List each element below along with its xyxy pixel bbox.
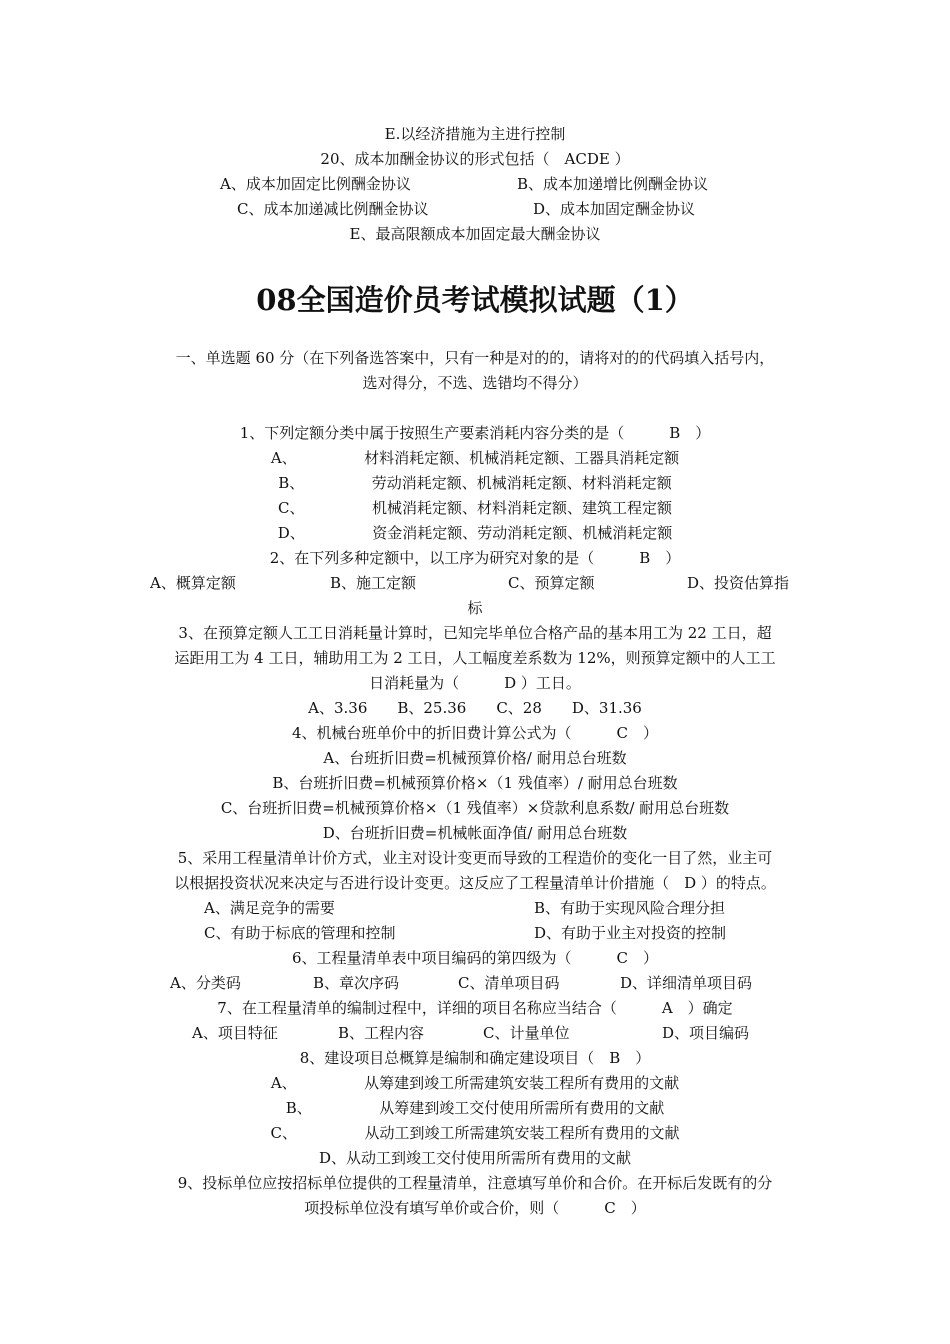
q4-stem: 4、机械台班单价中的折旧费计算公式为（ C ） [291,724,659,742]
q20-options-cd [120,197,830,222]
q6-options [120,971,830,996]
q5-options-cd [120,921,830,946]
q2-option-c: C、预算定额 [508,574,595,592]
q5-option-c: C、有助于标底的管理和控制 [204,924,396,942]
q20-option-e: E、最高限额成本加固定最大酬金协议 [349,225,601,243]
q1-stem: 1、下列定额分类中属于按照生产要素消耗内容分类的是（ B ） [239,424,711,442]
q20-option-a: A、成本加固定比例酬金协议 [220,175,411,193]
q7-stem: 7、在工程量清单的编制过程中，详细的项目名称应当结合（ A ）确定 [217,999,733,1017]
q3-options: A、3.36 B、25.36 C、28 D、31.36 [308,699,642,717]
q1-option-c: C、 机械消耗定额、材料消耗定额、建筑工程定额 [278,499,672,517]
q20-option-d: D、成本加固定酬金协议 [533,200,696,218]
q2-option-d-wrap: 标 [467,599,483,617]
q9-stem-line-1: 9、投标单位应按招标单位提供的工程量清单，注意填写单价和合价。在开标后发既有的分 [177,1174,773,1192]
q20-option-c: C、成本加递减比例酬金协议 [237,200,429,218]
q3-stem-line-2: 运距用工为 4 工日，辅助用工为 2 工日，人工幅度差系数为 12%，则预算定额中的人工工 [174,649,776,667]
q5-stem-line-1: 5、采用工程量清单计价方式，业主对设计变更而导致的工程造价的变化一目了然，业主可 [177,849,773,867]
q2-options [120,571,830,596]
q6-option-b: B、章次序码 [313,974,400,992]
q8-option-a: A、 从筹建到竣工所需建筑安装工程所有费用的文献 [270,1074,680,1092]
section-heading-line-2: 选对得分，不选、选错均不得分） [362,374,588,392]
q1-option-b: B、 劳动消耗定额、机械消耗定额、材料消耗定额 [278,474,672,492]
q20-stem: 20、成本加酬金协议的形式包括（ ACDE ） [320,150,630,168]
q4-option-b: B、台班折旧费=机械预算价格×（1 残值率）/ 耐用总台班数 [272,774,678,792]
q7-options [120,1021,830,1046]
q8-stem: 8、建设项目总概算是编制和确定建设项目（ B ） [299,1049,651,1067]
q20-option-b: B、成本加递增比例酬金协议 [517,175,709,193]
q2-option-b: B、施工定额 [330,574,417,592]
q5-stem-line-2: 以根据投资状况来决定与否进行设计变更。这反应了工程量清单计价措施（ D ）的特点。 [174,874,776,892]
q20-options-ab [120,172,830,197]
q7-option-c: C、计量单位 [483,1024,570,1042]
q5-option-d: D、有助于业主对投资的控制 [534,924,727,942]
q8-option-d: D、从动工到竣工交付使用所需所有费用的文献 [318,1149,632,1167]
q7-option-d: D、项目编码 [662,1024,750,1042]
q1-option-a: A、 材料消耗定额、机械消耗定额、工器具消耗定额 [270,449,680,467]
q5-option-a: A、满足竞争的需要 [204,899,335,917]
q4-option-d: D、台班折旧费=机械帐面净值/ 耐用总台班数 [322,824,628,842]
q8-option-c: C、 从动工到竣工所需建筑安装工程所有费用的文献 [270,1124,680,1142]
q19-option-e: E.以经济措施为主进行控制 [384,125,566,143]
q5-option-b: B、有助于实现风险合理分担 [534,899,726,917]
page-title: 08全国造价员考试模拟试题（1） [256,283,694,317]
q6-stem: 6、工程量清单表中项目编码的第四级为（ C ） [291,949,659,967]
q2-stem: 2、在下列多种定额中，以工序为研究对象的是（ B ） [269,549,681,567]
q6-option-a: A、分类码 [170,974,241,992]
section-heading-line-1: 一、单选题 60 分（在下列备选答案中，只有一种是对的的，请将对的的代码填入括号内， [175,349,775,367]
q9-stem-line-2: 项投标单位没有填写单价或合价，则（ C ） [304,1199,646,1217]
q5-options-ab [120,896,830,921]
q8-option-b: B、 从筹建到竣工交付使用所需所有费用的文献 [285,1099,665,1117]
q4-option-a: A、台班折旧费=机械预算价格/ 耐用总台班数 [323,749,627,767]
q3-stem-line-3: 日消耗量为（ D ）工日。 [369,674,581,692]
q4-option-c: C、台班折旧费=机械预算价格×（1 残值率）×贷款利息系数/ 耐用总台班数 [220,799,730,817]
q2-option-d: D、投资估算指 [687,574,790,592]
q6-option-d: D、详细清单项目码 [620,974,753,992]
q7-option-b: B、工程内容 [338,1024,425,1042]
q7-option-a: A、项目特征 [192,1024,278,1042]
q1-option-d: D、 资金消耗定额、劳动消耗定额、机械消耗定额 [277,524,673,542]
q3-stem-line-1: 3、在预算定额人工工日消耗量计算时，已知完毕单位合格产品的基本用工为 22 工日，超 [178,624,772,642]
q2-option-a: A、概算定额 [150,574,236,592]
q6-option-c: C、清单项目码 [458,974,560,992]
